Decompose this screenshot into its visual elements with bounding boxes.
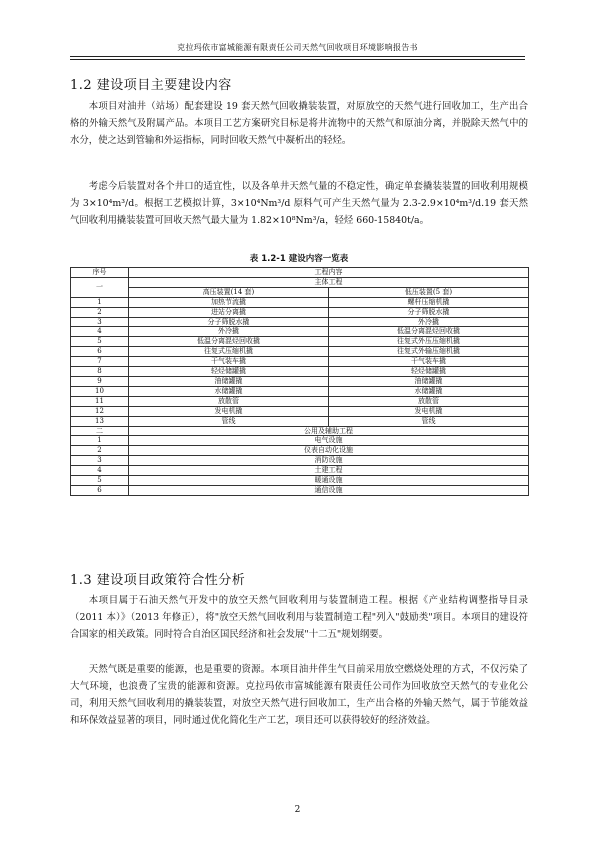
paragraph: 本项目对油井（站场）配套建设 19 套天然气回收撬装装置，对原放空的天然气进行回收加工，生产出合格的外输天然气及附属产品。本项目工艺方案研究目标是将井流物中的天然气和原油分离，并脱除天然气中的水分，使之达到管输和外运指标，同时回收天然气中凝析出的轻烃。 [70, 101, 528, 146]
table-cell: 外冷撬 [329, 317, 529, 327]
table-cell: 暖通设施 [129, 476, 529, 486]
table-cell: 轻烃储罐撬 [329, 367, 529, 377]
table-cell: 消防设施 [129, 456, 529, 466]
page-number: 2 [294, 805, 301, 815]
table-cell: 往复式外压压缩机撬 [329, 337, 529, 347]
table-cell: 6 [71, 485, 129, 495]
table-cell: 13 [71, 416, 129, 426]
header-rule-thin [70, 59, 525, 60]
page-header: 克拉玛依市富城能源有限责任公司天然气回收项目环境影响报告书 [177, 43, 418, 52]
table-cell: 6 [71, 347, 129, 357]
table-cell: 主体工程 [129, 277, 529, 287]
paragraph: 天然气既是重要的能源，也是重要的资源。本项目油井伴生气目前采用放空燃烧处理的方式，不仅污染了大气环境，也浪费了宝贵的能源和资源。克拉玛依市富城能源有限责任公司作为回收放空天然气的专业化公司，利用天然气回收利用的撬装装置，对放空天然气进行回收加工，生产出合格的外输天然气，属于节能效益和环保效益显著的项目，同时通过优化简化生产工艺，项目还可以获得较好的经济效益。 [70, 664, 528, 726]
table-subheader-row [71, 287, 529, 297]
table-row [71, 307, 529, 317]
table-row [71, 337, 529, 347]
table-cell: 低温分离混烃回收撬 [129, 337, 329, 347]
table-cell: 5 [71, 476, 129, 486]
table-cell: 往复式压缩机撬 [129, 347, 329, 357]
table-row [71, 386, 529, 396]
construction-content-table [70, 267, 529, 496]
table-cell: 2 [71, 446, 129, 456]
table-cell: 加热节流撬 [129, 297, 329, 307]
table-row [71, 317, 529, 327]
table-cell: 12 [71, 406, 129, 416]
table-cell: 油储罐撬 [329, 376, 529, 386]
table-cell: 分子筛脱水撬 [129, 317, 329, 327]
table-cell: 一 [71, 277, 129, 297]
table-caption: 表 1.2-1 建设内容一览表 [249, 254, 349, 264]
table-header-row [71, 268, 529, 278]
table-cell: 干气装车撬 [329, 357, 529, 367]
table-cell: 电气设施 [129, 436, 529, 446]
section-heading-1-2: 1.2 建设项目主要建设内容 [70, 78, 232, 93]
table-row [71, 485, 529, 495]
table-row [71, 396, 529, 406]
table-cell: 9 [71, 376, 129, 386]
table-row [71, 367, 529, 377]
table-cell: 4 [71, 466, 129, 476]
table-body [71, 268, 529, 496]
table-cell: 通信设施 [129, 485, 529, 495]
table-cell: 仪表自动化设施 [129, 446, 529, 456]
section-heading-1-3: 1.3 建设项目政策符合性分析 [70, 573, 246, 588]
table-cell: 水储罐撬 [129, 386, 329, 396]
paragraph: 考虑今后装置对各个井口的适宜性，以及各单井天然气量的不稳定性，确定单套撬装装置的回收利用规模为 3×10⁴m³/d。根据工艺模拟计算，3×10⁴Nm³/d 原料气可产生天然气量为 2.3-2.9×10⁴m³/d.19 套天然气回收利用撬装装置可回收天然气最大量为 1.82×10⁸Nm³/a，轻烃 660-15840t/a。 [70, 181, 528, 226]
table-row [71, 446, 529, 456]
table-cell: 干气装车撬 [129, 357, 329, 367]
table-row [71, 297, 529, 307]
table-cell: 1 [71, 436, 129, 446]
table-cell: 8 [71, 367, 129, 377]
table-cell: 放散管 [329, 396, 529, 406]
table-cell: 高压装置(14 套) [129, 287, 329, 297]
table-cell: 3 [71, 317, 129, 327]
table-cell: 分子筛脱水撬 [329, 307, 529, 317]
table-cell: 水储罐撬 [329, 386, 529, 396]
table-row [71, 376, 529, 386]
table-row [71, 466, 529, 476]
table-cell: 1 [71, 297, 129, 307]
table-row [71, 456, 529, 466]
table-cell: 往复式外输压缩机撬 [329, 347, 529, 357]
table-cell: 土建工程 [129, 466, 529, 476]
table-cell: 10 [71, 386, 129, 396]
paragraph: 本项目属于石油天然气开发中的放空天然气回收利用与装置制造工程。根据《产业结构调整指导目录（2011 本）》（2013 年修正），将"放空天然气回收利用与装置制造工程"列入"鼓励类"项目。本项目的建设符合国家的相关政策。同时符合自治区国民经济和社会发展"十二五"规划纲要。 [70, 595, 528, 640]
table-cell: 发电机撬 [129, 406, 329, 416]
table-cell: 发电机撬 [329, 406, 529, 416]
table-row [71, 476, 529, 486]
table-cell: 轻烃储罐撬 [129, 367, 329, 377]
table-group-row [71, 277, 529, 287]
table-cell: 外冷撬 [129, 327, 329, 337]
header-rule [70, 56, 525, 57]
table-row [71, 357, 529, 367]
table-cell: 2 [71, 307, 129, 317]
table-row [71, 406, 529, 416]
table-row [71, 436, 529, 446]
table-cell: 管线 [329, 416, 529, 426]
table-cell: 螺杆压缩机撬 [329, 297, 529, 307]
table-header-cell: 序号 [71, 268, 129, 278]
table-cell: 二 [71, 426, 129, 436]
table-cell: 4 [71, 327, 129, 337]
table-cell: 低温分离混烃回收撬 [329, 327, 529, 337]
table-header-cell: 工程内容 [129, 268, 529, 278]
table-cell: 11 [71, 396, 129, 406]
table-cell: 5 [71, 337, 129, 347]
table-row [71, 347, 529, 357]
table-row [71, 327, 529, 337]
table-cell: 公用及辅助工程 [129, 426, 529, 436]
table-cell: 管线 [129, 416, 329, 426]
table-cell: 油储罐撬 [129, 376, 329, 386]
table-cell: 低压装置(5 套) [329, 287, 529, 297]
table-cell: 放散管 [129, 396, 329, 406]
table-cell: 3 [71, 456, 129, 466]
table-cell: 7 [71, 357, 129, 367]
table-row [71, 416, 529, 426]
table-cell: 进站分离撬 [129, 307, 329, 317]
table-group-row [71, 426, 529, 436]
